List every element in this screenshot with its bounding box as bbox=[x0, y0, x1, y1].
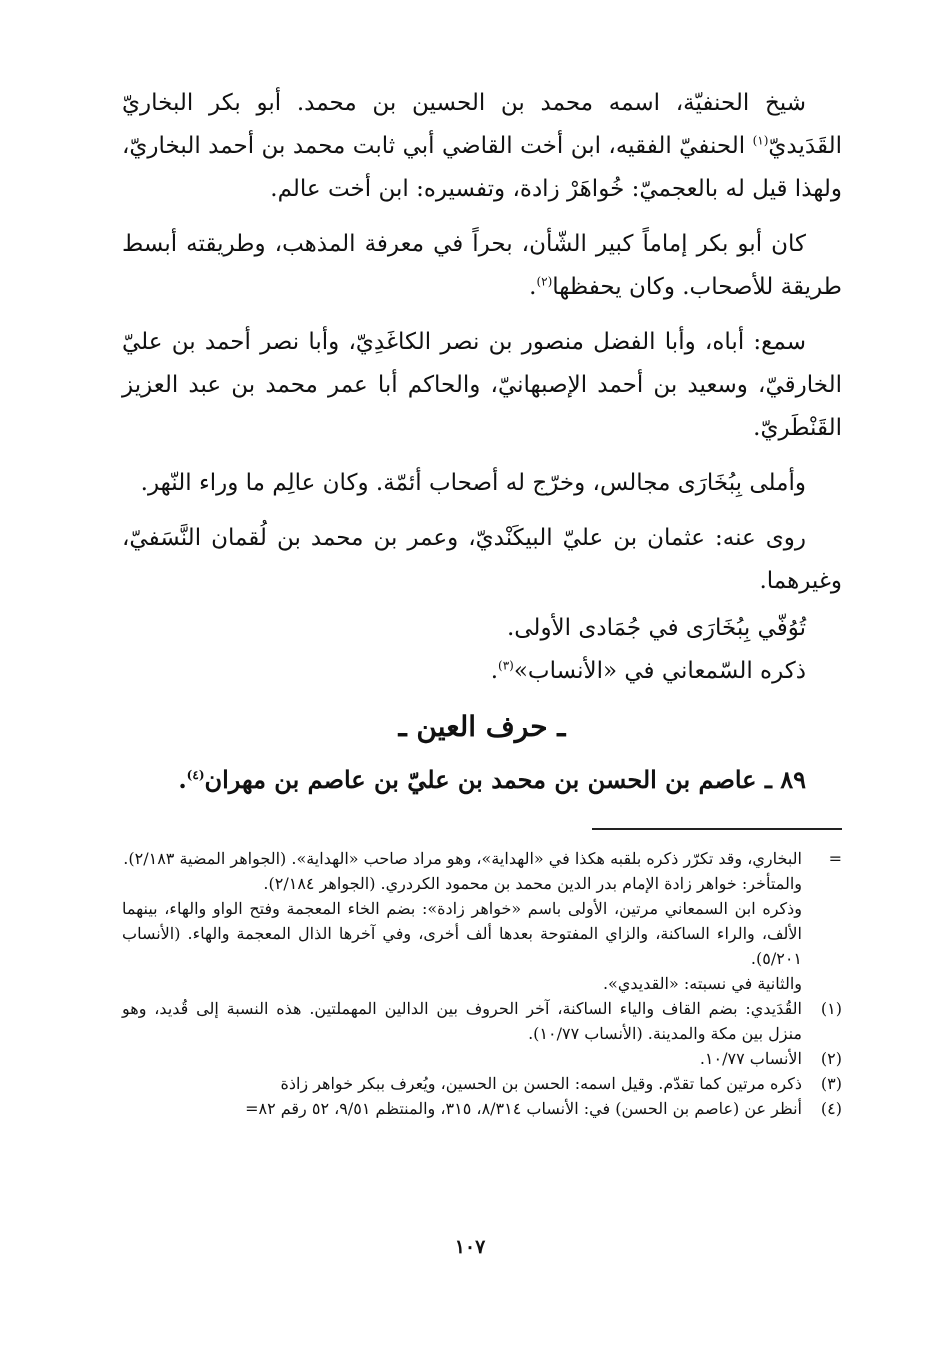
paragraph-6 bbox=[122, 607, 842, 650]
p4-text-2: النّهر. bbox=[140, 470, 192, 496]
p2-text-2: طريقة للأصحاب. وكان يحفظها bbox=[552, 274, 842, 300]
continued-line-4: والثانية في نسبته: «القديدي». bbox=[602, 974, 802, 993]
entry-title-text: ٨٩ ـ عاصم بن الحسن بن محمد بن عليّ بن عاصم بن مهران bbox=[204, 765, 806, 794]
footnote-text: أنظر عن (عاصم بن الحسن) في: الأنساب ٨/٣١٤، ٣١٥، والمنتظم ٩/٥١، ٥٢ رقم ٨٢= bbox=[245, 1099, 802, 1118]
p7-text-2: . bbox=[490, 658, 499, 684]
footnote-divider bbox=[592, 828, 842, 830]
page-number: ١٠٧ bbox=[454, 1236, 486, 1258]
section-heading: ـ حرف العين ـ bbox=[398, 710, 566, 743]
paragraph-3 bbox=[122, 321, 842, 450]
paragraph-2 bbox=[122, 223, 842, 309]
p2-text-3: . bbox=[529, 274, 537, 300]
footnotes bbox=[122, 846, 842, 1121]
p2-text-1: كان أبو بكر إماماً كبير الشّأن، بحراً في معرفة المذهب، وطريقته أبسط bbox=[122, 231, 806, 257]
p4-text-1: وأملى بِبُخَارَى مجالس، وخرّج له أصحاب أئمّة. وكان عالِم ما وراء bbox=[198, 470, 806, 496]
p1-text-3: الحنفيّ الفقيه، ابن أخت القاضي أبي ثابت محمد بن أحمد bbox=[208, 133, 753, 159]
footnote-ref-1[interactable]: (١) bbox=[752, 133, 769, 148]
paragraph-1 bbox=[122, 82, 842, 211]
p3-text-2: عليّ الخارقيّ، وسعيد بن أحمد الإصبهانيّ، والحاكم أبا عمر محمد بن عبد bbox=[122, 329, 842, 398]
footnote-number: (١) bbox=[820, 999, 842, 1018]
paragraph-4 bbox=[122, 462, 842, 505]
p1-text-2: القَدَيديّ bbox=[768, 133, 842, 159]
footnote-ref-4[interactable]: (٤) bbox=[186, 768, 205, 782]
footnote-continued bbox=[122, 846, 842, 996]
entry-title bbox=[122, 757, 842, 803]
footnote-2 bbox=[122, 1046, 842, 1071]
p3-text-1: سمع: أباه، وأبا الفضل منصور بن نصر الكاغَدِيّ، وأبا نصر أحمد بن bbox=[171, 329, 806, 355]
entry-title-end: . bbox=[178, 765, 187, 794]
footnote-text: الأنساب ١٠/٧٧. bbox=[699, 1049, 802, 1068]
footnote-text: القُدَيدي: بضم القاف والياء الساكنة، آخر الحروف بين الدالين المهملتين. هذه النسبة إلى قُديد، وهو منزل بين مكة والمدينة. (الأنساب ١٠/٧٧). bbox=[122, 999, 802, 1043]
paragraph-5 bbox=[122, 517, 842, 603]
p5-text-2: وغيرهما. bbox=[759, 568, 842, 594]
footnote-3 bbox=[122, 1071, 842, 1096]
footnote-1 bbox=[122, 996, 842, 1046]
p1-text-1: شيخ الحنفيّة، اسمه محمد بن الحسين بن محمد. أبو بكر البخاريّ bbox=[122, 90, 806, 116]
continued-line-1: البخاري، وقد تكرّر ذكره بلقبه هكذا في «الهداية»، وهو مراد صاحب «الهداية». (الجواهر المضية ٢/١٨٣). bbox=[123, 849, 802, 868]
footnote-ref-3[interactable]: (٣) bbox=[498, 658, 514, 673]
p7-text-1: ذكره السّمعاني في «الأنساب» bbox=[513, 658, 806, 684]
p6-text: تُوُفّي بِبُخَارَى في جُمَادى الأولى. bbox=[506, 615, 806, 641]
footnote-text: ذكره مرتين كما تقدّم. وقيل اسمه: الحسن بن الحسين، ويُعرف ببكر خواهر زاذة bbox=[280, 1074, 802, 1093]
footnote-number: (٤) bbox=[820, 1099, 842, 1118]
p3-text-3: العزيز القَنْطَريّ. bbox=[122, 372, 842, 441]
footnote-number: (٣) bbox=[820, 1074, 842, 1093]
paragraph-7 bbox=[122, 650, 842, 693]
continued-line-2: والمتأخر: خواهر زادة الإمام بدر الدين محمد بن محمود الكردري. (الجواهر ٢/١٨٤). bbox=[263, 874, 802, 893]
continued-text bbox=[122, 846, 802, 996]
footnote-ref-2[interactable]: (٢) bbox=[536, 274, 553, 289]
continued-line-3: وذكره ابن السمعاني مرتين، الأولى باسم «خواهر زادة»: بضم الخاء المعجمة وفتح الواو والهاء، بينهما الألف، والراء الساكنة، والزاي المفتوحة بعدها ألف أخرى، وفي آخرها الذال المعجمة والهاء. (الأنساب ٥/٢٠١). bbox=[122, 899, 803, 968]
footnote-4 bbox=[122, 1096, 842, 1121]
p1-text-4: البخاريّ، ولهذا قيل له بالعجميّ: خُواهَرْ زادة، وتفسيره: ابن أخت عالم. bbox=[122, 133, 842, 202]
continuation-marker: = bbox=[828, 849, 842, 868]
main-text bbox=[122, 82, 842, 803]
p5-text-1: روى عنه: عثمان بن عليّ البيكَنْديّ، وعمر بن محمد بن لُقمان النَّسَفيّ، bbox=[122, 525, 806, 551]
footnote-number: (٢) bbox=[820, 1049, 842, 1068]
